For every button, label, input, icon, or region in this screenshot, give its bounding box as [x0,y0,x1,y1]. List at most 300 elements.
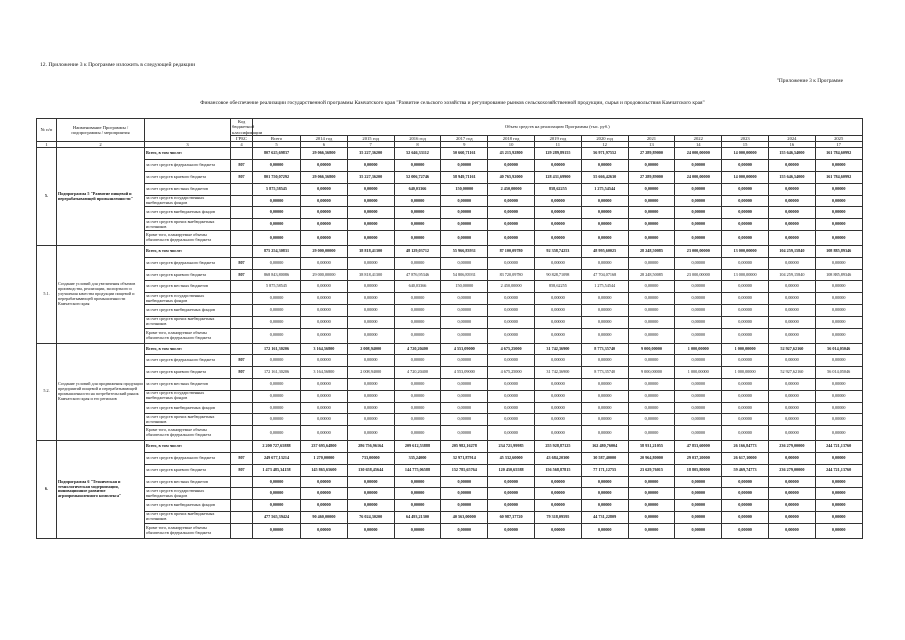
amount-cell: 0,00000 [441,378,488,390]
amount-cell: 43 684,20300 [534,452,581,464]
amount-cell: 0,00000 [581,476,628,488]
amount-cell: 868 843,80086 [253,269,301,281]
amount-cell: 0,00000 [488,257,535,269]
amount-cell: 0,00000 [394,488,441,500]
amount-cell: 0,00000 [441,316,488,328]
grbs-code: 807 [231,160,253,172]
amount-cell: 108 885,89346 [815,245,862,257]
amount-cell: 0,00000 [722,355,769,367]
amount-cell: 161 784,60992 [815,172,862,184]
amount-cell: 0,00000 [815,476,862,488]
row-number: 5.2. [37,343,57,441]
amount-cell: 35 227,36200 [347,172,394,184]
amount-cell: 0,00000 [722,195,769,207]
amount-cell: 29 066,56800 [301,172,348,184]
table-row [37,355,863,367]
amount-cell: 0,00000 [301,378,348,390]
table-row [37,316,863,328]
amount-cell: 0,00000 [441,293,488,305]
amount-cell: 0,00000 [441,207,488,219]
amount-cell: 13 000,00000 [722,245,769,257]
amount-cell: 24 000,00000 [675,148,722,160]
amount-cell: 0,00000 [534,195,581,207]
amount-cell: 1 275,54544 [581,183,628,195]
amount-cell: 0,00000 [722,304,769,316]
amount-cell: 0,00000 [768,293,815,305]
amount-cell: 0,00000 [768,452,815,464]
amount-cell: 0,00000 [768,476,815,488]
amount-cell: 55 966,83931 [441,245,488,257]
amount-cell: 0,00000 [534,426,581,441]
index-cell: 7 [347,142,394,148]
amount-cell: 0,00000 [394,378,441,390]
index-cell: 2 [57,142,145,148]
amount-cell: 0,00000 [301,281,348,293]
amount-cell: 0,00000 [347,281,394,293]
amount-cell: 0,00000 [768,402,815,414]
amount-cell: 0,00000 [347,500,394,512]
amount-cell: 0,00000 [441,414,488,426]
col-funding: Объем средств на реализацию Программы (тыс. руб.) [253,119,863,136]
funding-source: за счет средств внебюджетных фондов [145,207,231,219]
amount-cell: 0,00000 [347,476,394,488]
table-row [37,219,863,231]
amount-cell: 0,00000 [768,219,815,231]
amount-cell: 129 289,89155 [534,148,581,160]
amount-cell: 5 875,58545 [253,281,301,293]
amount-cell: 155 646,54000 [768,172,815,184]
amount-cell: 0,00000 [394,414,441,426]
amount-cell: 45 332,60000 [488,452,535,464]
table-row [37,511,863,523]
amount-cell: 0,00000 [301,414,348,426]
amount-cell: 47 704,07168 [581,269,628,281]
grbs-code [231,523,253,538]
amount-cell: 0,00000 [394,207,441,219]
funding-source: Всего, в том числе: [145,343,231,355]
amount-cell: 76 024,30200 [347,511,394,523]
amount-cell: 0,00000 [675,426,722,441]
amount-cell: 2 450,00000 [488,183,535,195]
amount-cell: 0,00000 [347,207,394,219]
grbs-code [231,414,253,426]
grbs-code [231,183,253,195]
table-body [37,148,863,538]
amount-cell: 0,00000 [628,488,675,500]
amount-cell: 0,00000 [768,511,815,523]
grbs-code [231,378,253,390]
amount-cell: 0,00000 [441,390,488,402]
amount-cell: 0,00000 [628,257,675,269]
table-row [37,269,863,281]
amount-cell: 0,00000 [534,160,581,172]
grbs-code [231,402,253,414]
amount-cell: 0,00000 [628,328,675,343]
amount-cell: 0,00000 [768,195,815,207]
grbs-code [231,316,253,328]
amount-cell: 83 720,09780 [488,269,535,281]
amount-cell: 0,00000 [722,316,769,328]
amount-cell: 0,00000 [815,523,862,538]
amount-cell: 0,00000 [347,316,394,328]
amount-cell: 48 129,03712 [394,245,441,257]
amount-cell: 162 480,76004 [581,441,628,453]
program-name: Подпрограмма 5 "Развитие пищевой и перерабатывающей промышленности" [57,148,145,246]
amount-cell: 0,00000 [722,293,769,305]
amount-cell: 0,00000 [581,355,628,367]
amount-cell: 9 000,00000 [628,343,675,355]
amount-cell: 161 784,60992 [815,148,862,160]
amount-cell: 0,00000 [675,219,722,231]
amount-cell: 0,00000 [534,402,581,414]
amount-cell: 0,00000 [347,183,394,195]
table-row [37,414,863,426]
amount-cell: 0,00000 [347,328,394,343]
amount-cell: 0,00000 [347,402,394,414]
funding-source: за счет средств федерального бюджета [145,160,231,172]
grbs-code: 807 [231,464,253,476]
amount-cell: 0,00000 [768,304,815,316]
amount-cell: 0,00000 [628,476,675,488]
amount-cell: 0,00000 [768,281,815,293]
amount-cell: 35 227,36200 [347,148,394,160]
amount-cell: 0,00000 [722,426,769,441]
amount-cell: 0,00000 [301,488,348,500]
grbs-code: 807 [231,172,253,184]
amount-cell: 0,00000 [675,378,722,390]
amount-cell: 24 000,00000 [675,172,722,184]
funding-source: за счет средств краевого бюджета [145,172,231,184]
grbs-code [231,390,253,402]
amount-cell: 0,00000 [301,293,348,305]
grbs-code: 807 [231,452,253,464]
amount-cell: 120 450,65588 [488,464,535,476]
amount-cell: 0,00000 [347,355,394,367]
amount-cell: 0,00000 [347,257,394,269]
amount-cell: 0,00000 [301,230,348,245]
amount-cell: 0,00000 [441,355,488,367]
amount-cell: 0,00000 [768,378,815,390]
funding-source: Всего, в том числе: [145,245,231,257]
grbs-code [231,207,253,219]
funding-source: за счет средств местных бюджетов [145,378,231,390]
funding-source: за счет средств внебюджетных фондов [145,402,231,414]
amount-cell: 128 431,69900 [534,172,581,184]
amount-cell: 0,00000 [394,219,441,231]
amount-cell: 1 270,00000 [301,452,348,464]
amount-cell: 0,00000 [815,390,862,402]
amount-cell: 0,00000 [628,426,675,441]
table-row [37,293,863,305]
amount-cell: 0,00000 [347,304,394,316]
amount-cell: 0,00000 [628,207,675,219]
amount-cell: 56 971,97552 [581,148,628,160]
grbs-code [231,426,253,441]
amount-cell: 0,00000 [441,488,488,500]
amount-cell: 236 279,00000 [768,464,815,476]
amount-cell: 0,00000 [581,328,628,343]
amount-cell: 0,00000 [768,414,815,426]
grbs-code: 807 [231,355,253,367]
amount-cell: 144 775,06588 [394,464,441,476]
col-year: 2025 [815,135,862,141]
amount-cell: 255 928,87125 [534,441,581,453]
amount-cell: 87 100,09780 [488,245,535,257]
funding-source: за счет средств местных бюджетов [145,183,231,195]
index-cell: 8 [394,142,441,148]
amount-cell: 0,00000 [394,195,441,207]
amount-cell: 0,00000 [347,378,394,390]
grbs-code [231,148,253,160]
amount-cell: 0,00000 [301,316,348,328]
amount-cell: 0,00000 [488,293,535,305]
grbs-code [231,500,253,512]
amount-cell: 0,00000 [768,500,815,512]
amount-cell: 52 927,62160 [768,343,815,355]
amount-cell: 56 014,05046 [815,367,862,379]
funding-source: Кроме того, планируемые объемы обязательств федерального бюджета [145,426,231,441]
amount-cell: 1 000,00000 [675,343,722,355]
index-cell: 5 [253,142,301,148]
amount-cell: 0,00000 [441,230,488,245]
amount-cell: 0,00000 [722,281,769,293]
amount-cell: 0,00000 [815,195,862,207]
amount-cell: 0,00000 [581,414,628,426]
amount-cell: 152 785,65764 [441,464,488,476]
amount-cell: 0,00000 [253,230,301,245]
funding-source: за счет средств краевого бюджета [145,367,231,379]
row-number: 6. [37,441,57,539]
table-row [37,476,863,488]
amount-cell: 0,00000 [722,402,769,414]
amount-cell: 0,00000 [253,207,301,219]
amount-cell: 0,00000 [441,523,488,538]
amount-cell: 0,00000 [628,304,675,316]
amount-cell: 0,00000 [394,304,441,316]
amount-cell: 47 876,95346 [394,269,441,281]
amount-cell: 0,00000 [722,511,769,523]
funding-source: Кроме того, планируемые объемы обязательств федерального бюджета [145,230,231,245]
amount-cell: 0,00000 [628,523,675,538]
amount-cell: 0,00000 [675,414,722,426]
amount-cell: 44 731,22809 [581,511,628,523]
amount-cell: 0,00000 [815,257,862,269]
amount-cell: 0,00000 [534,488,581,500]
grbs-code: 807 [231,257,253,269]
amount-cell: 0,00000 [815,207,862,219]
col-year: 2016 год [394,135,441,141]
amount-cell: 0,00000 [675,230,722,245]
amount-cell: 0,00000 [815,160,862,172]
amount-cell: 0,00000 [815,488,862,500]
program-name: Подпрограмма 6 "Техническая и технологическая модернизация, инновационное развитие агропромышленного комплекса" [57,441,145,539]
amount-cell: 0,00000 [488,523,535,538]
amount-cell: 77 171,12755 [581,464,628,476]
amount-cell: 47 853,60000 [675,441,722,453]
amount-cell: 4 553,09000 [441,367,488,379]
grbs-code [231,328,253,343]
amount-cell: 0,00000 [253,304,301,316]
amount-cell: 0,00000 [581,207,628,219]
amount-cell: 0,00000 [394,426,441,441]
table-row [37,328,863,343]
amount-cell: 48 995,60025 [581,245,628,257]
amount-cell: 640,03366 [394,183,441,195]
amount-cell: 0,00000 [347,523,394,538]
amount-cell: 0,00000 [581,378,628,390]
amount-cell: 26 166,84773 [722,441,769,453]
amount-cell: 0,00000 [488,500,535,512]
col-year: 2014 год [301,135,348,141]
amount-cell: 244 721,13760 [815,464,862,476]
amount-cell: 38 818,41300 [347,269,394,281]
funding-source: за счет средств прочих внебюджетных источников [145,219,231,231]
col-year: 2015 год [347,135,394,141]
amount-cell: 0,00000 [488,414,535,426]
table-row [37,281,863,293]
amount-cell: 0,00000 [628,500,675,512]
amount-cell: 858,62255 [534,281,581,293]
funding-table [36,118,863,539]
amount-cell: 52 646,33112 [394,148,441,160]
grbs-code [231,293,253,305]
amount-cell: 0,00000 [675,293,722,305]
amount-cell: 0,00000 [815,316,862,328]
amount-cell: 0,00000 [675,207,722,219]
amount-cell: 0,00000 [768,257,815,269]
amount-cell: 237 695,64800 [301,441,348,453]
amount-cell: 172 161,30206 [253,367,301,379]
amount-cell: 32 971,87914 [441,452,488,464]
funding-source: за счет средств государственных внебюджетных фондов [145,293,231,305]
col-year: 2024 [768,135,815,141]
amount-cell: 50 660,71161 [441,148,488,160]
col-name: Наименование Программы / подпрограммы / мероприятия [57,119,145,142]
funding-source: за счет средств федерального бюджета [145,355,231,367]
amount-cell: 0,00000 [301,500,348,512]
funding-source: за счет средств краевого бюджета [145,464,231,476]
amount-cell: 0,00000 [722,500,769,512]
amount-cell: 60 987,37720 [488,511,535,523]
amount-cell: 0,00000 [722,523,769,538]
index-cell: 10 [488,142,535,148]
amount-cell: 0,00000 [394,257,441,269]
funding-source: за счет средств краевого бюджета [145,269,231,281]
amount-cell: 52 006,72746 [394,172,441,184]
amount-cell: 4 675,25000 [488,367,535,379]
amount-cell: 0,00000 [488,328,535,343]
amount-cell: 0,00000 [768,316,815,328]
amount-cell: 0,00000 [441,476,488,488]
amount-cell: 13 000,00000 [722,269,769,281]
amount-cell: 0,00000 [441,500,488,512]
index-cell: 11 [534,142,581,148]
amount-cell: 172 161,30206 [253,343,301,355]
amount-cell: 0,00000 [441,257,488,269]
amount-cell: 0,00000 [815,402,862,414]
table-row [37,245,863,257]
page-header: 12. Приложение 3 к Программе изложить в следующей редакции [40,62,196,68]
funding-source: за счет средств федерального бюджета [145,257,231,269]
amount-cell: 0,00000 [581,426,628,441]
amount-cell: 205 982,16278 [441,441,488,453]
amount-cell: 0,00000 [488,355,535,367]
amount-cell: 1 000,00000 [675,367,722,379]
amount-cell: 26 617,10000 [722,452,769,464]
amount-cell: 858,62255 [534,183,581,195]
amount-cell: 0,00000 [534,414,581,426]
amount-cell: 0,00000 [441,219,488,231]
amount-cell: 9 000,00000 [628,367,675,379]
amount-cell: 0,00000 [675,500,722,512]
table-row [37,378,863,390]
amount-cell: 23 629,76015 [628,464,675,476]
amount-cell: 0,00000 [301,390,348,402]
amount-cell: 0,00000 [722,160,769,172]
amount-cell: 0,00000 [534,230,581,245]
amount-cell: 0,00000 [722,219,769,231]
col-year: 2017 год [441,135,488,141]
amount-cell: 0,00000 [534,378,581,390]
index-cell: 17 [815,142,862,148]
amount-cell: 477 565,39424 [253,511,301,523]
amount-cell: 0,00000 [675,476,722,488]
amount-cell: 4 675,25000 [488,343,535,355]
amount-cell: 29 066,56800 [301,148,348,160]
amount-cell: 0,00000 [581,523,628,538]
col-grbs: ГРБС [231,135,253,141]
amount-cell: 0,00000 [394,293,441,305]
amount-cell: 0,00000 [301,402,348,414]
amount-cell: 8 773,35740 [581,367,628,379]
funding-source: Кроме того, планируемые объемы обязательств федерального бюджета [145,523,231,538]
amount-cell: 0,00000 [628,293,675,305]
funding-source: за счет средств государственных внебюджетных фондов [145,488,231,500]
amount-cell: 0,00000 [253,160,301,172]
amount-cell: 58 949,71161 [441,172,488,184]
amount-cell: 0,00000 [253,257,301,269]
col-year: 2022 [675,135,722,141]
funding-source: Всего, в том числе: [145,148,231,160]
amount-cell: 0,00000 [581,500,628,512]
amount-cell: 0,00000 [488,219,535,231]
amount-cell: 0,00000 [628,402,675,414]
index-cell: 15 [722,142,769,148]
amount-cell: 130 658,45644 [347,464,394,476]
amount-cell: 0,00000 [441,160,488,172]
amount-cell: 0,00000 [301,195,348,207]
table-row [37,172,863,184]
amount-cell: 0,00000 [394,316,441,328]
row-number: 5. [37,148,57,246]
amount-cell: 807 625,69837 [253,148,301,160]
grbs-code [231,488,253,500]
amount-cell: 90 828,71098 [534,269,581,281]
amount-cell: 0,00000 [394,500,441,512]
amount-cell: 0,00000 [815,328,862,343]
amount-cell: 0,00000 [301,219,348,231]
table-row [37,441,863,453]
table-row [37,148,863,160]
amount-cell: 0,00000 [675,402,722,414]
amount-cell: 0,00000 [768,390,815,402]
amount-cell: 29 000,00000 [301,245,348,257]
amount-cell: 108 885,89346 [815,269,862,281]
table-row [37,343,863,355]
amount-cell: 0,00000 [768,426,815,441]
amount-cell: 249 677,13214 [253,452,301,464]
amount-cell: 0,00000 [722,390,769,402]
